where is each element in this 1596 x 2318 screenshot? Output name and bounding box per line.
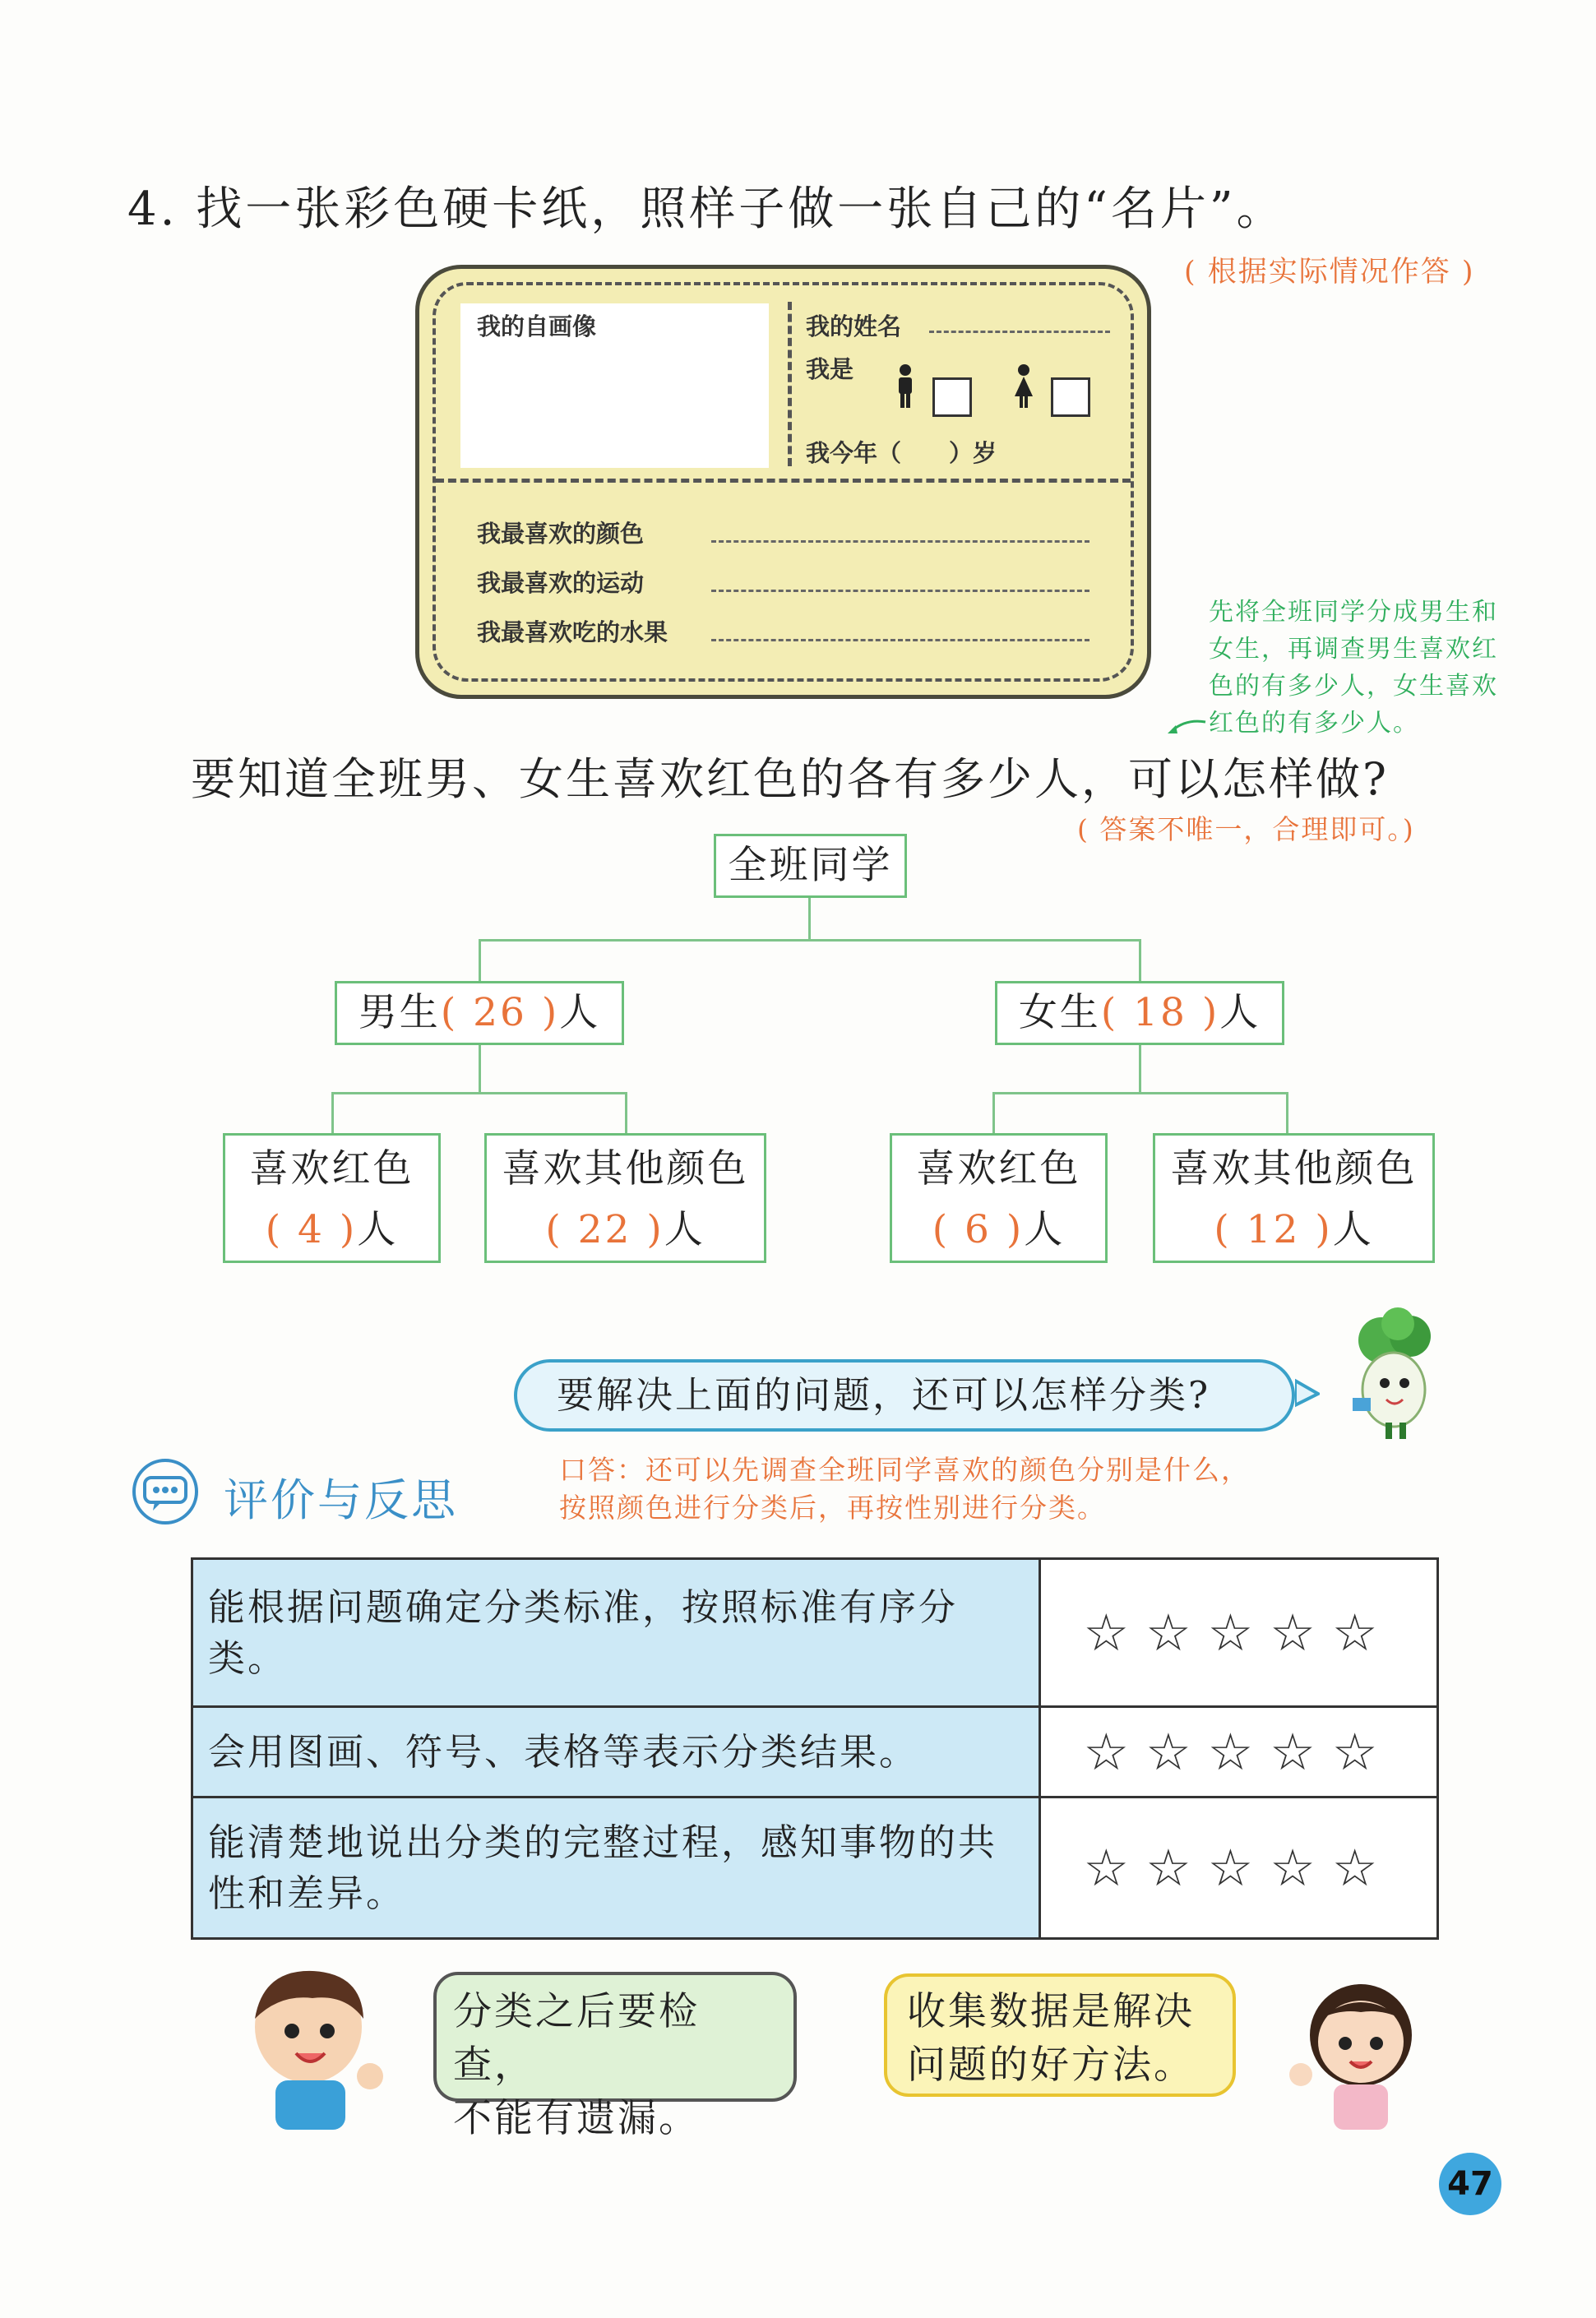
boys-unit: 人 bbox=[559, 990, 601, 1035]
fav-fruit-label: 我最喜欢吃的水果 bbox=[477, 618, 668, 646]
side-note-line: 女生，再调查男生喜欢红 bbox=[1209, 635, 1498, 664]
unit: 人 bbox=[1332, 1207, 1374, 1252]
tree-line bbox=[331, 1092, 334, 1135]
side-note bbox=[1209, 594, 1498, 742]
boy-icon bbox=[895, 363, 916, 409]
boys-other-count: 22 bbox=[577, 1207, 632, 1252]
girls-red-count: 6 bbox=[965, 1207, 992, 1252]
question-bubble: 要解决上面的问题，还可以怎样分类? bbox=[514, 1359, 1295, 1432]
oral-answer bbox=[559, 1451, 1250, 1527]
tree-line bbox=[331, 1092, 627, 1094]
girls-other-box: 喜欢其他颜色 ( 12 )人 bbox=[1153, 1133, 1435, 1263]
boy-speech-bubble bbox=[433, 1972, 797, 2141]
boy-checkbox[interactable] bbox=[932, 377, 972, 417]
tree-line bbox=[479, 939, 481, 982]
tree-girls: 女生( 18 )人 bbox=[995, 981, 1284, 1045]
page-number: 47 bbox=[1439, 2153, 1501, 2215]
tree-line bbox=[625, 1092, 627, 1135]
girls-count: 18 bbox=[1133, 990, 1187, 1035]
tree-line bbox=[992, 1092, 1288, 1094]
tree-line bbox=[1139, 1045, 1141, 1093]
criterion-text: 能根据问题确定分类标准，按照标准有序分类。 bbox=[192, 1559, 1040, 1707]
girls-red-label: 喜欢红色 bbox=[916, 1146, 1081, 1191]
boys-red-label: 喜欢红色 bbox=[249, 1146, 414, 1191]
side-note-line: 色的有多少人，女生喜欢 bbox=[1209, 672, 1498, 701]
card-vertical-divider bbox=[788, 302, 792, 466]
girls-other-count: 12 bbox=[1246, 1207, 1301, 1252]
tree-line bbox=[1139, 939, 1141, 982]
tree-boys: 男生( 26 )人 bbox=[335, 981, 624, 1045]
table-row bbox=[192, 1559, 1438, 1707]
boys-other-label: 喜欢其他颜色 bbox=[502, 1146, 749, 1191]
girls-unit: 人 bbox=[1219, 990, 1261, 1035]
boy-bubble-line: 不能有遗漏。 bbox=[453, 2096, 700, 2141]
boys-label: 男生 bbox=[358, 990, 441, 1035]
boys-red-box: 喜欢红色 ( 4 )人 bbox=[223, 1133, 441, 1263]
arrow-icon bbox=[1166, 714, 1207, 738]
card-horizontal-divider bbox=[436, 479, 1131, 483]
table-row bbox=[192, 1707, 1438, 1797]
question-4-title: 4. 找一张彩色硬卡纸，照样子做一张自己的“名片”。 bbox=[127, 183, 1286, 236]
age-label: 我今年（ ）岁 bbox=[806, 439, 997, 467]
girls-red-box: 喜欢红色 ( 6 )人 bbox=[890, 1133, 1108, 1263]
boys-red-count: 4 bbox=[298, 1207, 325, 1252]
bubble-tail bbox=[1295, 1377, 1320, 1410]
fav-fruit-line bbox=[711, 639, 1089, 641]
girl-speech-bubble bbox=[884, 1973, 1236, 2097]
reflection-title: 评价与反思 bbox=[224, 1474, 458, 1526]
star-rating[interactable]: ☆☆☆☆☆ bbox=[1039, 1797, 1437, 1939]
tree-root: 全班同学 bbox=[714, 834, 907, 898]
evaluation-table bbox=[191, 1557, 1439, 1940]
oral-answer-line: 口答：还可以先调查全班同学喜欢的颜色分别是什么， bbox=[559, 1454, 1250, 1486]
portrait-label: 我的自画像 bbox=[477, 312, 597, 340]
girls-other-label: 喜欢其他颜色 bbox=[1170, 1146, 1418, 1191]
girls-label: 女生 bbox=[1018, 990, 1101, 1035]
card-answer-note: ( 根据实际情况作答 ) bbox=[1184, 256, 1475, 289]
boys-count: 26 bbox=[473, 990, 527, 1035]
name-card bbox=[415, 265, 1151, 699]
star-rating[interactable]: ☆☆☆☆☆ bbox=[1039, 1559, 1437, 1707]
tree-line bbox=[479, 1045, 481, 1093]
name-label: 我的姓名 bbox=[806, 312, 902, 340]
answer-note: ( 答案不唯一，合理即可。) bbox=[1077, 813, 1415, 845]
oral-answer-line: 按照颜色进行分类后，再按性别进行分类。 bbox=[559, 1492, 1106, 1524]
criterion-text: 能清楚地说出分类的完整过程，感知事物的共性和差异。 bbox=[192, 1797, 1040, 1939]
side-note-line: 红色的有多少人。 bbox=[1209, 709, 1419, 738]
name-line bbox=[929, 331, 1110, 333]
unit: 人 bbox=[1024, 1207, 1066, 1252]
star-rating[interactable]: ☆☆☆☆☆ bbox=[1039, 1707, 1437, 1797]
tree-line bbox=[479, 939, 1140, 942]
criterion-text: 会用图画、符号、表格等表示分类结果。 bbox=[192, 1707, 1040, 1797]
tree-line bbox=[992, 1092, 995, 1135]
girl-bubble-line: 问题的好方法。 bbox=[907, 2043, 1195, 2088]
girl-checkbox[interactable] bbox=[1051, 377, 1090, 417]
unit: 人 bbox=[664, 1207, 705, 1252]
fav-sport-label: 我最喜欢的运动 bbox=[477, 569, 645, 597]
boy-bubble-line: 分类之后要检查， bbox=[453, 1989, 700, 2088]
fav-color-label: 我最喜欢的颜色 bbox=[477, 520, 645, 548]
girl-icon bbox=[1013, 363, 1034, 409]
fav-color-line bbox=[711, 540, 1089, 543]
unit: 人 bbox=[357, 1207, 399, 1252]
fav-sport-line bbox=[711, 590, 1089, 592]
girl-bubble-line: 收集数据是解决 bbox=[907, 1989, 1195, 2034]
tree-line bbox=[808, 898, 811, 941]
boys-other-box: 喜欢其他颜色 ( 22 )人 bbox=[484, 1133, 766, 1263]
side-note-line: 先将全班同学分成男生和 bbox=[1209, 598, 1498, 627]
tree-line bbox=[1286, 1092, 1288, 1135]
table-row bbox=[192, 1797, 1438, 1939]
girl-character-icon bbox=[1283, 1969, 1431, 2134]
chat-icon bbox=[132, 1458, 199, 1525]
boy-character-icon bbox=[230, 1961, 395, 2134]
cabbage-mascot-icon bbox=[1332, 1307, 1447, 1447]
gender-label: 我是 bbox=[806, 355, 854, 383]
question-text: 要知道全班男、女生喜欢红色的各有多少人，可以怎样做? bbox=[191, 753, 1389, 805]
